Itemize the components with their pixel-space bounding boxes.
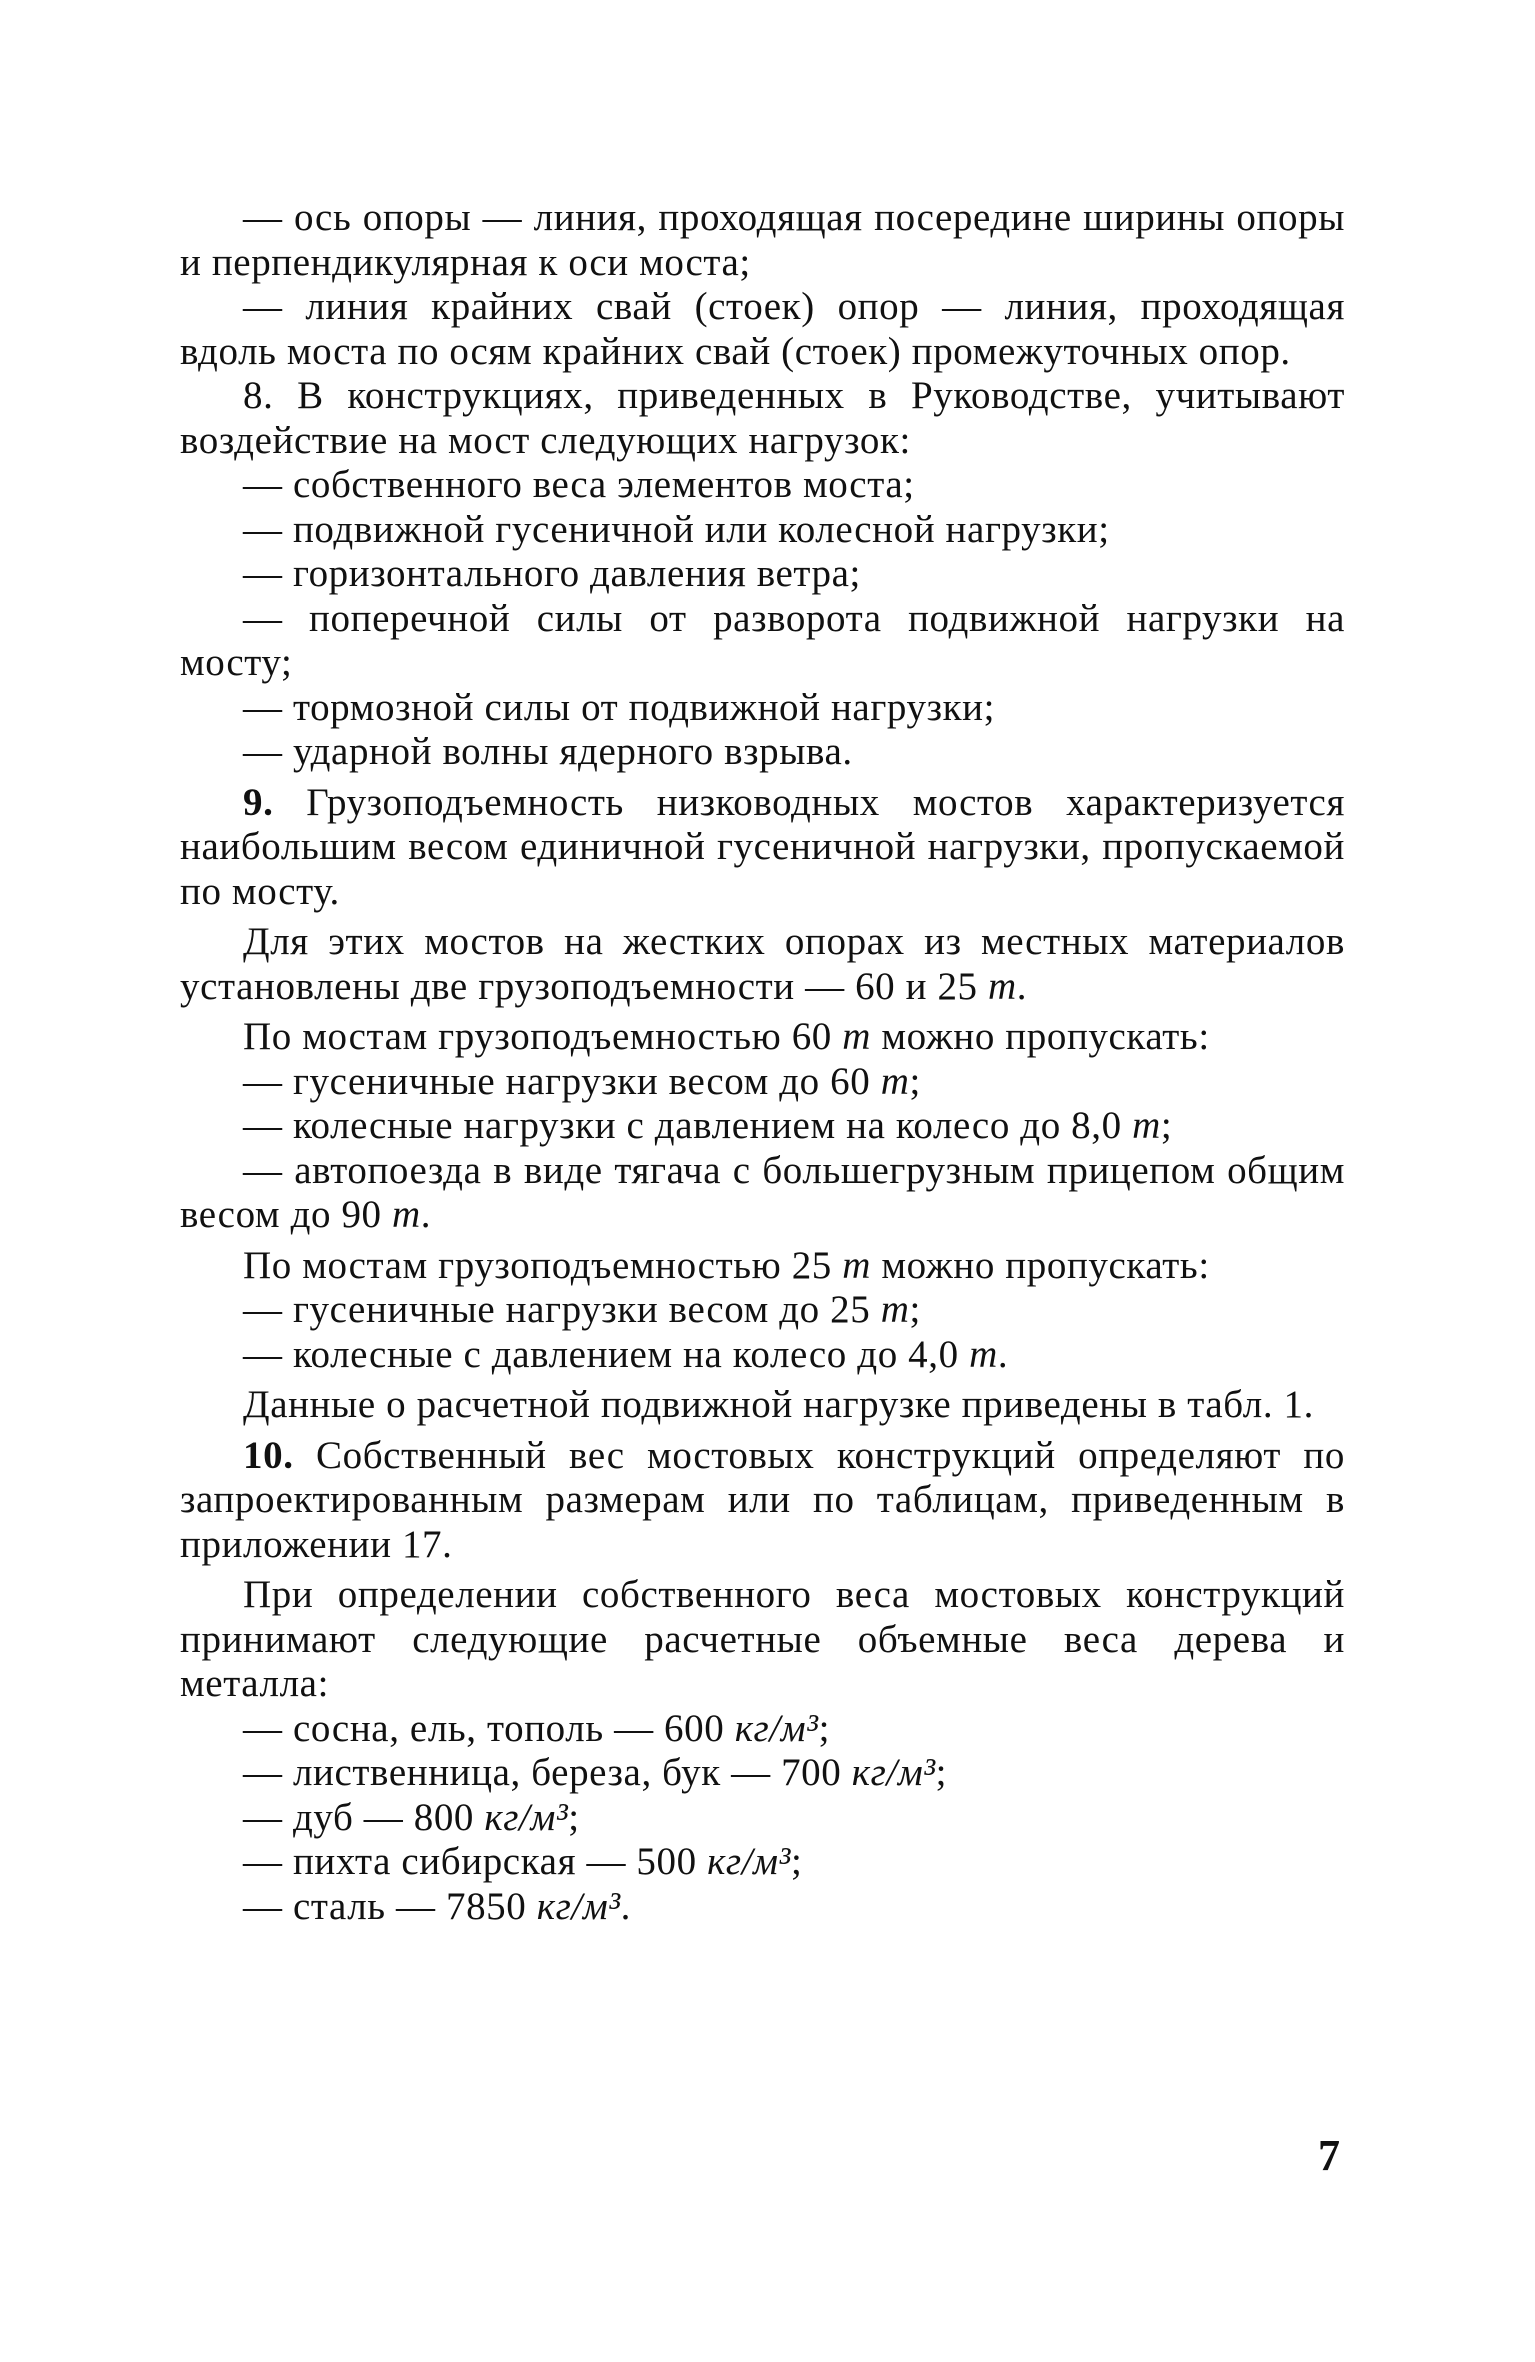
unit-label: кг/м³ bbox=[536, 1884, 621, 1928]
section-10-intro: 10. Собственный вес мостовых конструкций определяют по запроектированным размерам или по таблицам, приведенным в приложении 17. bbox=[180, 1433, 1345, 1566]
unit-label: т bbox=[880, 1288, 910, 1331]
table-reference: Данные о расчетной подвижной нагрузке приведены в табл. 1. bbox=[243, 1383, 1314, 1426]
unit-label: кг/м³ bbox=[851, 1751, 936, 1794]
unit-label: кг/м³ bbox=[707, 1840, 791, 1883]
material-weight-item: — пихта сибирская — 500 кг/м³; bbox=[243, 1840, 803, 1883]
section-number: 9. bbox=[243, 780, 274, 824]
material-weight-item: — сосна, ель, тополь — 600 кг/м³; bbox=[243, 1706, 831, 1750]
unit-label: т bbox=[880, 1059, 910, 1103]
unit-label: т bbox=[988, 964, 1017, 1008]
page-number: 7 bbox=[1318, 2131, 1340, 2180]
section-number: 8. bbox=[243, 374, 274, 417]
load-list-item: — подвижной гусеничной или колесной нагрузки; bbox=[243, 507, 1110, 551]
load-list-item: — ударной волны ядерного взрыва. bbox=[243, 730, 853, 773]
definition-support-axis: — ось опоры — линия, проходящая посередине ширины опоры и перпендикулярная к оси моста; bbox=[180, 196, 1345, 284]
unit-label: т bbox=[842, 1015, 872, 1058]
unit-label: т bbox=[842, 1243, 872, 1287]
material-weight-item: — дуб — 800 кг/м³; bbox=[243, 1795, 580, 1839]
material-weight-item: — сталь — 7850 кг/м³. bbox=[243, 1884, 631, 1928]
unit-label: т bbox=[969, 1332, 998, 1376]
unit-label: кг/м³ bbox=[484, 1795, 569, 1839]
definition-pile-line: — линия крайних свай (стоек) опор — линия, проходящая вдоль моста по осям крайних свай (стоек) промежуточных опор. bbox=[180, 285, 1345, 373]
load-list-item: — горизонтального давления ветра; bbox=[243, 552, 861, 595]
section-8-intro: 8. В конструкциях, приведенных в Руководстве, учитывают воздействие на мост следующих нагрузок: bbox=[180, 374, 1345, 462]
capacity-60-item: — колесные нагрузки с давлением на колесо до 8,0 т; bbox=[243, 1104, 1173, 1147]
load-list-item: — тормозной силы от подвижной нагрузки; bbox=[243, 685, 996, 729]
capacity-60-item: — автопоезда в виде тягача с большегрузным прицепом общим весом до 90 т. bbox=[180, 1148, 1345, 1236]
capacity-60-item: — гусеничные нагрузки весом до 60 т; bbox=[243, 1059, 921, 1103]
section-number: 10. bbox=[243, 1433, 294, 1477]
section-9-capacities: Для этих мостов на жестких опорах из местных материалов установлены две грузоподъемности — 60 и 25 т. bbox=[180, 920, 1345, 1008]
unit-label: т bbox=[392, 1193, 421, 1236]
unit-label: кг/м³ bbox=[734, 1706, 819, 1750]
unit-label: т bbox=[1132, 1104, 1161, 1147]
load-list-item: — собственного веса элементов моста; bbox=[243, 463, 915, 506]
capacity-25-item: — колесные с давлением на колесо до 4,0 т. bbox=[243, 1332, 1009, 1376]
section-10-weights-lead: При определении собственного веса мостовых конструкций принимают следующие расчетные объемные веса дерева и металла: bbox=[180, 1573, 1345, 1705]
material-weight-item: — лиственница, береза, бук — 700 кг/м³; bbox=[243, 1751, 948, 1794]
load-list-item: — поперечной силы от разворота подвижной нагрузки на мосту; bbox=[180, 596, 1345, 684]
page-body bbox=[180, 196, 1345, 1929]
section-9-intro: 9. Грузоподъемность низководных мостов характеризуется наибольшим весом единичной гусеничной нагрузки, пропускаемой по мосту. bbox=[180, 780, 1345, 913]
capacity-25-item: — гусеничные нагрузки весом до 25 т; bbox=[243, 1288, 921, 1331]
capacity-25-lead: По мостам грузоподъемностью 25 т можно пропускать: bbox=[243, 1243, 1210, 1287]
capacity-60-lead: По мостам грузоподъемностью 60 т можно пропускать: bbox=[243, 1015, 1210, 1058]
